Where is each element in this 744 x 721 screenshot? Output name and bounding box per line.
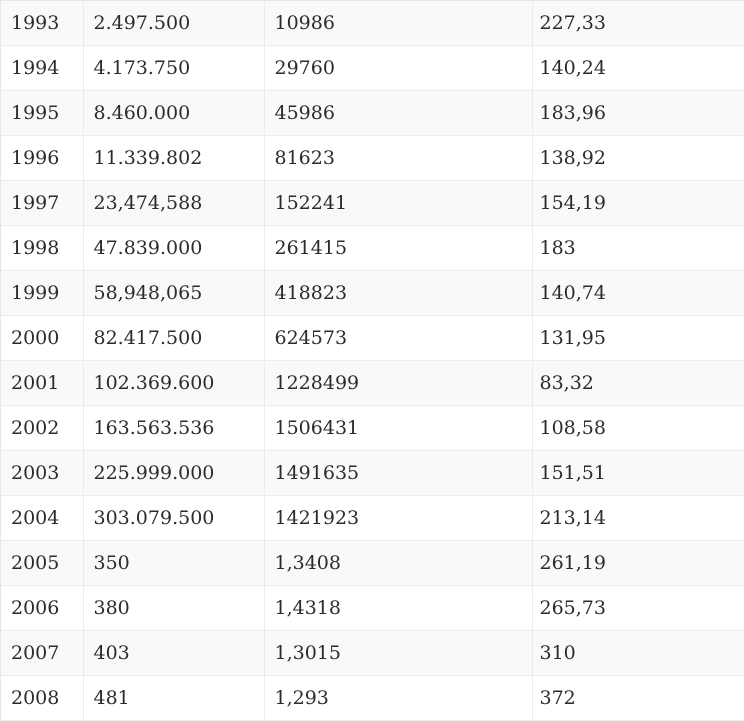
value-b-cell: 1,4318: [264, 586, 532, 631]
year-cell: 2005: [1, 541, 83, 586]
value-b-cell: 624573: [264, 316, 532, 361]
value-b-cell: 10986: [264, 1, 532, 46]
table-row: [1, 46, 744, 91]
table-row: [1, 451, 744, 496]
value-b-cell: 29760: [264, 46, 532, 91]
table-row: [1, 1, 744, 46]
year-cell: 2003: [1, 451, 83, 496]
value-a-cell: 2.497.500: [83, 1, 264, 46]
table-row: [1, 361, 744, 406]
value-a-cell: 102.369.600: [83, 361, 264, 406]
value-c-cell: 372: [532, 676, 744, 721]
table-row: [1, 496, 744, 541]
value-c-cell: 261,19: [532, 541, 744, 586]
value-c-cell: 183,96: [532, 91, 744, 136]
table-row: [1, 226, 744, 271]
value-b-cell: 1,3408: [264, 541, 532, 586]
value-a-cell: 23,474,588: [83, 181, 264, 226]
value-b-cell: 1,293: [264, 676, 532, 721]
table-row: [1, 136, 744, 181]
table-row: [1, 91, 744, 136]
value-c-cell: 83,32: [532, 361, 744, 406]
table-row: [1, 406, 744, 451]
value-a-cell: 58,948,065: [83, 271, 264, 316]
value-a-cell: 380: [83, 586, 264, 631]
value-b-cell: 418823: [264, 271, 532, 316]
value-a-cell: 82.417.500: [83, 316, 264, 361]
year-cell: 2001: [1, 361, 83, 406]
value-c-cell: 265,73: [532, 586, 744, 631]
value-a-cell: 8.460.000: [83, 91, 264, 136]
value-a-cell: 225.999.000: [83, 451, 264, 496]
value-b-cell: 1421923: [264, 496, 532, 541]
year-cell: 2008: [1, 676, 83, 721]
table-row: [1, 676, 744, 721]
table-row: [1, 271, 744, 316]
data-table: [1, 1, 744, 721]
value-a-cell: 163.563.536: [83, 406, 264, 451]
value-a-cell: 481: [83, 676, 264, 721]
value-a-cell: 47.839.000: [83, 226, 264, 271]
table-row: [1, 316, 744, 361]
value-a-cell: 350: [83, 541, 264, 586]
year-cell: 1999: [1, 271, 83, 316]
year-cell: 1998: [1, 226, 83, 271]
year-cell: 2007: [1, 631, 83, 676]
value-c-cell: 213,14: [532, 496, 744, 541]
year-cell: 2004: [1, 496, 83, 541]
value-c-cell: 140,24: [532, 46, 744, 91]
value-c-cell: 138,92: [532, 136, 744, 181]
value-b-cell: 1491635: [264, 451, 532, 496]
value-a-cell: 303.079.500: [83, 496, 264, 541]
value-c-cell: 108,58: [532, 406, 744, 451]
value-b-cell: 1228499: [264, 361, 532, 406]
table-row: [1, 541, 744, 586]
table-row: [1, 631, 744, 676]
value-c-cell: 227,33: [532, 1, 744, 46]
year-cell: 1993: [1, 1, 83, 46]
year-cell: 1997: [1, 181, 83, 226]
value-b-cell: 1506431: [264, 406, 532, 451]
value-c-cell: 310: [532, 631, 744, 676]
year-cell: 2000: [1, 316, 83, 361]
value-a-cell: 4.173.750: [83, 46, 264, 91]
year-cell: 1996: [1, 136, 83, 181]
value-a-cell: 11.339.802: [83, 136, 264, 181]
value-c-cell: 154,19: [532, 181, 744, 226]
value-c-cell: 131,95: [532, 316, 744, 361]
table-row: [1, 181, 744, 226]
value-b-cell: 45986: [264, 91, 532, 136]
year-cell: 2006: [1, 586, 83, 631]
value-b-cell: 261415: [264, 226, 532, 271]
table-row: [1, 586, 744, 631]
table-body: [1, 1, 744, 721]
value-b-cell: 81623: [264, 136, 532, 181]
year-cell: 1994: [1, 46, 83, 91]
value-a-cell: 403: [83, 631, 264, 676]
value-b-cell: 1,3015: [264, 631, 532, 676]
value-c-cell: 151,51: [532, 451, 744, 496]
year-cell: 2002: [1, 406, 83, 451]
value-c-cell: 140,74: [532, 271, 744, 316]
value-c-cell: 183: [532, 226, 744, 271]
year-cell: 1995: [1, 91, 83, 136]
value-b-cell: 152241: [264, 181, 532, 226]
